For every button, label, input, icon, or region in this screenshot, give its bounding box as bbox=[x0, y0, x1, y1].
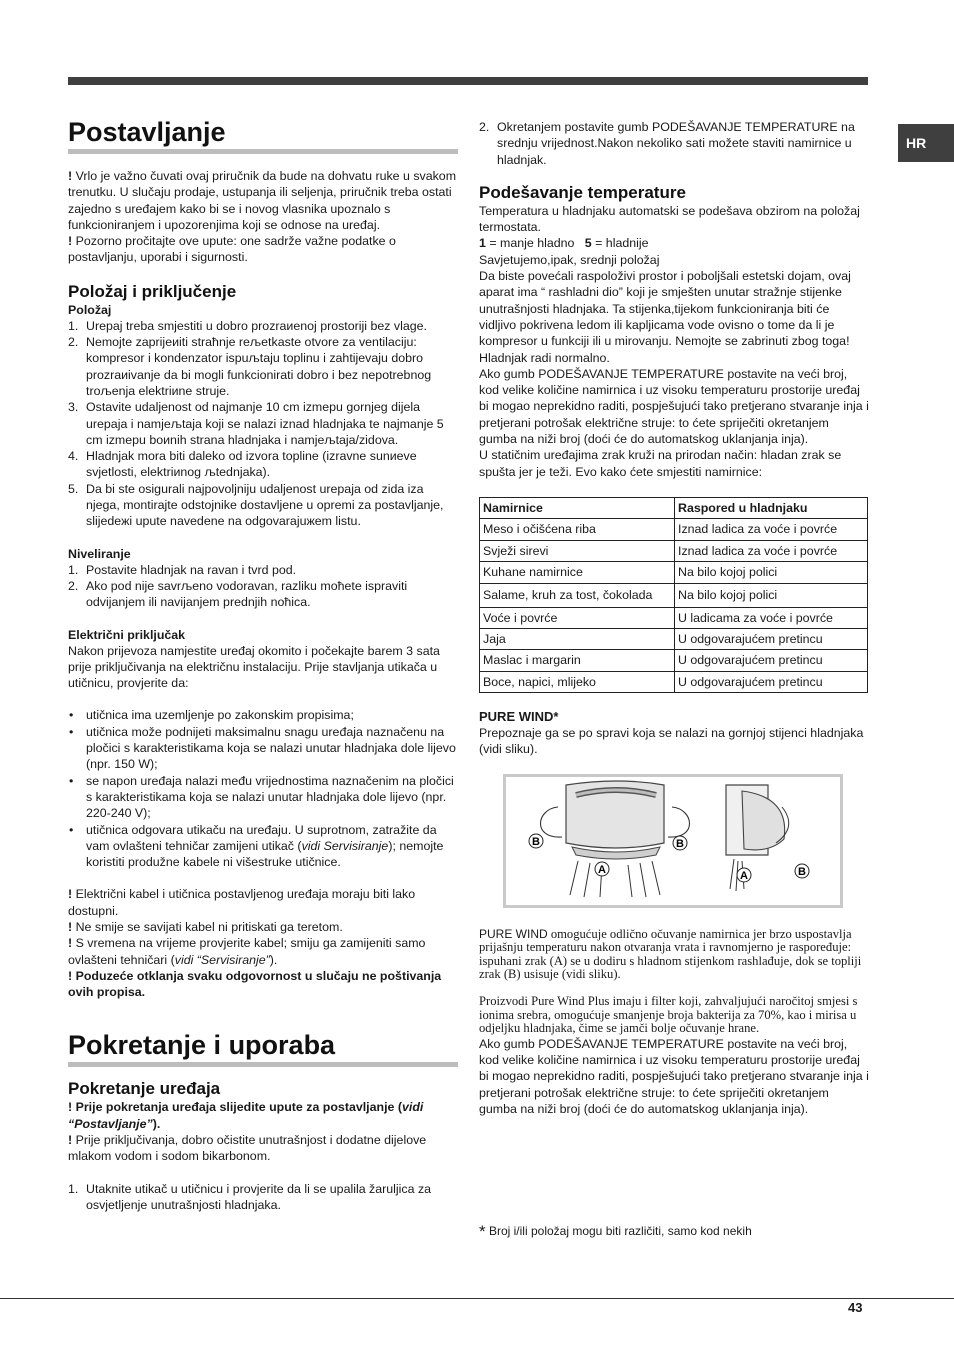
list-item bbox=[68, 562, 458, 578]
list-item: • utičnica može podnijeti maksimalnu snagu uređaja naznačenu na pločici s karakteristikama koja se nalazi unutar hladnjaka dole lijevo (npr. 150 W); bbox=[68, 724, 458, 773]
table-row bbox=[480, 628, 868, 649]
warning-text: Poduzeće otklanja svaku odgovornost u slučaju ne poštivanja ovih propisa. bbox=[68, 968, 442, 1000]
left-column bbox=[68, 116, 458, 1213]
heading-pure-wind: PURE WIND* bbox=[479, 709, 559, 725]
pure-wind-figure bbox=[503, 774, 843, 908]
item-number: 3. bbox=[68, 400, 79, 415]
warning-mark: ! bbox=[68, 968, 73, 983]
table-row bbox=[480, 562, 868, 583]
list-item: • utičnica ima uzemljenje po zakonskim propisima; bbox=[68, 707, 458, 723]
item-number: 2. bbox=[68, 335, 79, 350]
table-row bbox=[480, 650, 868, 671]
table-cell: U odgovarajućem pretincu bbox=[675, 628, 868, 649]
pure-wind-illustration bbox=[506, 777, 840, 905]
heading-pokretanje-uredaja: Pokretanje uređaja bbox=[68, 1079, 221, 1099]
pokretanje-note-1 bbox=[68, 1099, 458, 1132]
scale-value: 1 bbox=[479, 236, 486, 251]
top-rule bbox=[68, 77, 868, 85]
pure-wind-intro: Prepoznaje ga se po spravi koja se nalazi na gornjoj stijenci hladnjaka (vidi sliku). bbox=[479, 726, 864, 757]
bottom-rule bbox=[0, 1298, 954, 1299]
table-cell: U ladicama za voće i povrće bbox=[675, 607, 868, 628]
item-text: utičnica odgovara utikaču na uređaju. U suprotnom, zatražite da vam ovlašteni tehničar zamijeni utikač ( bbox=[86, 822, 437, 853]
table-cell: Na bilo kojoj polici bbox=[675, 583, 868, 607]
warning-text: Električni kabel i utičnica postavljenog uređaja moraju biti lako dostupni. bbox=[68, 887, 416, 918]
warning-text: ). bbox=[269, 952, 278, 967]
table-cell: Kuhane namirnice bbox=[480, 562, 675, 583]
language-tab: HR bbox=[898, 124, 954, 162]
warning-mark: ! bbox=[68, 887, 73, 902]
subheading-niveliranje: Niveliranje bbox=[68, 546, 131, 561]
item-text: Utaknite utikač u utičnicu i provjerite da li se upalila žaruljica za osvjetljenje unutrašnjosti hladnjaka. bbox=[86, 1181, 432, 1212]
device-side bbox=[726, 785, 789, 891]
page-number: 43 bbox=[848, 1300, 863, 1315]
warning-mark: ! bbox=[68, 1100, 73, 1115]
heading-polozaj-prikljucenje: Položaj i priključenje bbox=[68, 281, 237, 301]
item-number: 2. bbox=[68, 578, 79, 593]
table-header-cell: Raspored u hladnjaku bbox=[675, 497, 868, 518]
note-text: ). bbox=[152, 1116, 161, 1131]
warning-text: S vremena na vrijeme provjerite kabel; smiju ga zamijeniti samo ovlašteni tehničari ( bbox=[68, 936, 426, 967]
list-item bbox=[68, 822, 458, 871]
intro-paragraph-1 bbox=[68, 168, 458, 233]
figure-label-b: B bbox=[532, 835, 540, 848]
warning-3 bbox=[68, 935, 458, 968]
warning-reference: vidi “Servisiranje” bbox=[174, 952, 270, 967]
item-number: 1. bbox=[68, 318, 79, 333]
pure-wind-text: omogućuje odlično očuvanje namirnica jer brzo uspostavlja prijašnju temperaturu nakon otvaranja vrata i ravnomjerno je raspoređuje: ispuhani zrak (A) se u dodiru s hladnom stijenkom rashlađuje, dok se topliji zrak (B) usisuje (vidi sliku). bbox=[479, 926, 862, 982]
warning-mark: ! bbox=[68, 234, 73, 249]
pure-wind-temperature-note: Ako gumb PODEŠAVANJE TEMPERATURE postavite na veći broj, kod velike količine namirnica i uz visoku temperaturu prostorije uređaj bi mogao neprekidno raditi, pospješujući tako pretjerano stvaranje inja i pretjerani potrošak električne struje: to ćete spriječiti okretanjem gumba na niži broj (doći će do automatskog uklanjanja inja). bbox=[479, 1036, 869, 1116]
table-row bbox=[480, 519, 868, 540]
subheading-polozaj: Položaj bbox=[68, 302, 112, 317]
pokretanje-steps-continued bbox=[479, 119, 869, 168]
figure-label-b: B bbox=[676, 837, 684, 850]
item-text: Ako pod nije savrљeno vodoravan, razliku moћete ispraviti odvijanjem ili navijanjem prednjih noћica. bbox=[86, 578, 408, 610]
temperature-scale bbox=[479, 235, 869, 251]
temperature-advice: Savjetujemo,ipak, srednji položaj bbox=[479, 252, 660, 267]
niveliranje-list bbox=[68, 562, 458, 611]
note-reference: vidi “Postavljanje” bbox=[68, 1100, 424, 1131]
table-row bbox=[480, 540, 868, 561]
subheading-elektricni-prikljucak: Električni priključak bbox=[68, 627, 186, 642]
section-title-pokretanje: Pokretanje i uporaba bbox=[68, 1029, 458, 1067]
item-text: Nemojte zaprijeиiti straћnje reљetkaste otvore za ventilaciju: kompresor i kondenzator ispuљtaju toplinu i zahtijevaju dobro prozraиivanje da bi mogli funkcionirati dobro i bez nepotrebnog troљenja elektriиne struje. bbox=[86, 335, 432, 398]
warning-4 bbox=[68, 968, 458, 1001]
figure-label-b: B bbox=[798, 865, 806, 878]
list-item: • se napon uređaja nalazi među vrijednostima naznačenim na pločici s karakteristikama koja se nalazi unutar hladnjaka dole lijevo (npr. 220-240 V); bbox=[68, 773, 458, 822]
warning-mark: ! bbox=[68, 1133, 73, 1148]
table-cell: U odgovarajućem pretincu bbox=[675, 671, 868, 692]
pure-wind-plus-description: Proizvodi Pure Wind Plus imaju i filter koji, zahvaljujući naročitoj smjesi s ionima srebra, omogućuje smanjenje broja bakterija za 70%, kao i mirisa u odjeljku hladnjaka, čime se jamči bolje očuvanje hrane. bbox=[479, 994, 858, 1036]
list-item bbox=[479, 119, 869, 168]
table-cell: Maslac i margarin bbox=[480, 650, 675, 671]
list-item bbox=[68, 578, 458, 611]
table-cell: Svježi sirevi bbox=[480, 540, 675, 561]
figure-label-a: A bbox=[740, 869, 748, 882]
item-text: Da bi ste osigurali najpovoljniju udaljenost urepaja od zida iza njega, montirajte odstojnike dostavljene u opremi za postavljanje, slijedeжi upute navedene na odgovarajuжem listu. bbox=[86, 481, 444, 529]
footnote bbox=[479, 1223, 869, 1240]
temperature-para-2: Ako gumb PODEŠAVANJE TEMPERATURE postavite na veći broj, kod velike količine namirnica i uz visoku temperaturu prostorije uređaj bi mogao neprekidno raditi, pospješujući tako pretjerano stvaranje inja i pretjerani potrošak električne struje: to ćete spriječiti okretanjem gumba na niži broj (doći će do automatskog uklanjanja inja). bbox=[479, 366, 869, 447]
item-text: Urepaj treba smjestiti u dobro prozraиenoj prostoriji bez vlage. bbox=[86, 318, 427, 333]
pure-wind-description bbox=[479, 928, 869, 982]
list-item bbox=[68, 481, 458, 530]
intro-text-1: Vrlo je važno čuvati ovaj priručnik da bude na dohvatu ruke u svakom trenutku. U slučaju prodaje, ustupanja ili seljenja, priručnik treba ostati zajedno s uređajem kako bi se i novog vlasnika upoznalo s funkcioniranjem i upozorenjima koji se odnose na uređaj. bbox=[68, 169, 457, 232]
warning-2 bbox=[68, 919, 458, 935]
food-placement-table bbox=[479, 497, 868, 693]
list-item bbox=[68, 318, 458, 334]
item-reference: vidi Servisiranje bbox=[301, 838, 389, 853]
list-item bbox=[68, 448, 458, 481]
elektricni-checklist bbox=[68, 707, 458, 870]
scale-text: = manje hladno bbox=[489, 236, 575, 251]
intro-text-2: Pozorno pročitajte ove upute: one sadrže važne podatke o postavljanju, uporabi i sigurnosti. bbox=[68, 234, 396, 265]
table-row bbox=[480, 583, 868, 607]
warning-mark: ! bbox=[68, 169, 73, 183]
item-text: Hladnjak mora biti daleko od izvora topline (izravne sunиeve svjetlosti, elektriиnog љtednjaka). bbox=[86, 449, 417, 480]
scale-text: = hladnije bbox=[595, 236, 649, 251]
item-text: Postavite hladnjak na ravan i tvrd pod. bbox=[86, 562, 297, 577]
polozaj-list bbox=[68, 318, 458, 530]
warning-mark: ! bbox=[68, 936, 73, 951]
footnote-text: Broj i/ili položaj mogu biti različiti, samo kod nekih bbox=[488, 1224, 752, 1239]
note-text: Prije pokretanja uređaja slijedite upute za postavljanje ( bbox=[75, 1100, 402, 1115]
item-number: 5. bbox=[68, 481, 79, 496]
item-text: ); nemojte koristiti produžne kabele ni višestruke utičnice. bbox=[86, 838, 444, 870]
heading-podesavanje-temperature: Podešavanje temperature bbox=[479, 182, 686, 202]
note-text: Prije priključivanja, dobro očistite unutrašnjost i dodatne dijelove mlakom vodom i sodom bikarbonom. bbox=[68, 1133, 427, 1164]
list-item bbox=[68, 334, 458, 399]
item-number: 4. bbox=[68, 449, 79, 464]
table-cell: Salame, kruh za tost, čokolada bbox=[480, 583, 675, 607]
item-number: 1. bbox=[68, 562, 79, 577]
table-row bbox=[480, 607, 868, 628]
table-cell: Jaja bbox=[480, 628, 675, 649]
item-text: Ostavite udaljenost od najmanje 10 cm izmepu gornjeg dijela urepaja i namjeљtaja koji se nalazi iznad hladnjaka te najmanje 5 cm izmepu boиnih strana hladnjaka i namjeљtaja/zidova. bbox=[86, 400, 444, 447]
table-cell: Iznad ladica za voće i povrće bbox=[675, 519, 868, 540]
item-number: 2. bbox=[479, 120, 490, 134]
temperature-para-3: U statičnim uređajima zrak kruži na prirodan način: hladan zrak se spušta jer je teži. Evo kako ćete smjestiti namirnice: bbox=[479, 448, 842, 479]
list-item bbox=[68, 1181, 458, 1214]
figure-label-a: A bbox=[598, 863, 606, 876]
warning-text: Ne smije se savijati kabel ni pritiskati ga teretom. bbox=[75, 919, 343, 934]
temperature-intro: Temperatura u hladnjaku automatski se podešava obzirom na položaj termostata. bbox=[479, 203, 860, 235]
table-row bbox=[480, 671, 868, 692]
warning-1 bbox=[68, 886, 458, 919]
pokretanje-steps bbox=[68, 1181, 458, 1214]
table-cell: Meso i očišćena riba bbox=[480, 519, 675, 540]
pure-wind-name: PURE WIND bbox=[479, 926, 548, 941]
pokretanje-note-2 bbox=[68, 1132, 458, 1165]
table-cell: U odgovarajućem pretincu bbox=[675, 650, 868, 671]
elektricni-intro: Nakon prijevoza namjestite uređaj okomito i počekajte barem 3 sata prije priključivanja na električnu instalaciju. Prije stavljanja utikača u utičnicu, provjerite da: bbox=[68, 643, 440, 691]
intro-paragraph-2 bbox=[68, 233, 458, 266]
table-cell: Na bilo kojoj polici bbox=[675, 562, 868, 583]
table-cell: Iznad ladica za voće i povrće bbox=[675, 540, 868, 561]
section-title-postavljanje: Postavljanje bbox=[68, 116, 458, 154]
footnote-mark: * bbox=[479, 1222, 486, 1242]
temperature-para-1: Da biste povećali raspoloživi prostor i poboljšali estetski dojam, ovaj aparat ima “ rashladni dio” koji je smješten unutar stražnje stijenke unutrašnjosti hladnjaka. Ta stijenka,tijekom funkcioniranja biti će vidljivo pokrivena ledom ili kapljicama vode ovisno o tome da li je kompresor u funkciji ili u mirovanju. Nemojte se zabrinuti zbog toga! Hladnjak radi normalno. bbox=[479, 269, 851, 365]
list-item bbox=[68, 399, 458, 448]
right-column bbox=[479, 119, 869, 1241]
table-cell: Voće i povrće bbox=[480, 607, 675, 628]
warning-mark: ! bbox=[68, 919, 73, 934]
scale-value: 5 bbox=[584, 236, 592, 251]
table-cell: Boce, napici, mlijeko bbox=[480, 671, 675, 692]
item-text: Okretanjem postavite gumb PODEŠAVANJE TEMPERATURE na srednju vrijednost.Nakon nekoliko sati možete staviti namirnice u hladnjak. bbox=[497, 120, 855, 167]
device-front bbox=[541, 781, 690, 897]
table-header-cell: Namirnice bbox=[480, 497, 675, 518]
table-header-row bbox=[480, 497, 868, 518]
item-number: 1. bbox=[68, 1181, 79, 1196]
